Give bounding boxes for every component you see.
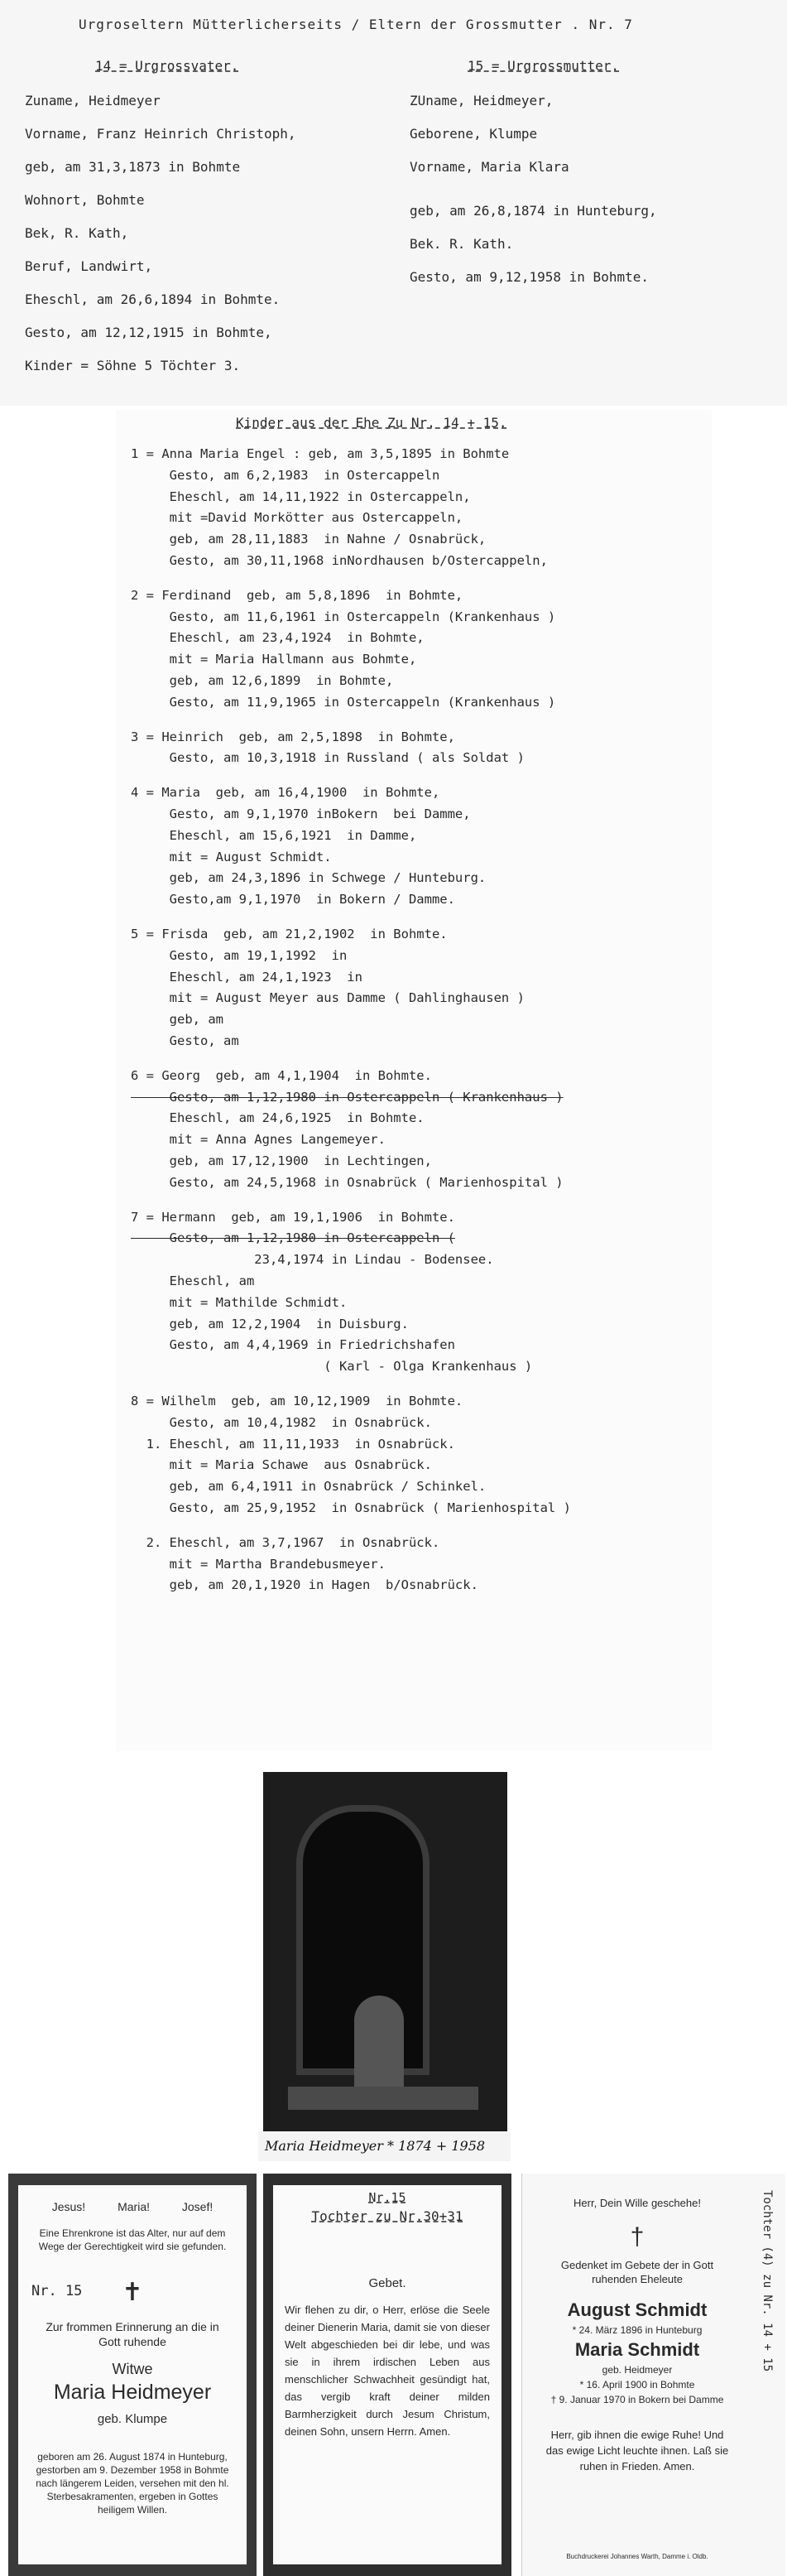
child-line: Gesto, am 1,12,1980 in Ostercappeln ( bbox=[131, 1230, 455, 1246]
child-line: mit = Maria Schawe aus Osnabrück. bbox=[131, 1457, 432, 1473]
gf-line: Beruf, Landwirt, bbox=[25, 258, 153, 274]
cross-icon: † bbox=[630, 2223, 645, 2251]
card3-top: Herr, Dein Wille geschehe! bbox=[573, 2197, 701, 2209]
child-line: geb, am 17,12,1900 in Lechtingen, bbox=[131, 1153, 432, 1168]
card2-nr: Nr.15 bbox=[368, 2190, 406, 2205]
child-line: Eheschl, am 24,1,1923 in bbox=[131, 969, 362, 985]
child-line: geb, am 6,4,1911 in Osnabrück / Schinkel. bbox=[131, 1479, 487, 1495]
card1-born: geb. Klumpe bbox=[97, 2412, 168, 2426]
child-line: mit = Martha Brandebusmeyer. bbox=[131, 1556, 386, 1572]
child-line: geb, am bbox=[131, 1012, 223, 1028]
child-line: mit =David Morkötter aus Ostercappeln, bbox=[131, 510, 463, 526]
child-line: 2. Eheschl, am 3,7,1967 in Osnabrück. bbox=[131, 1534, 440, 1550]
card1-top: Jesus! Maria! Josef! bbox=[51, 2200, 214, 2213]
gf-line: Wohnort, Bohmte bbox=[25, 192, 145, 208]
grandfather-heading: 14 = Urgrossvater. bbox=[95, 58, 239, 74]
card1-text: geboren am 26. August 1874 in Hunteburg, gestorben am 9. Dezember 1958 in Bohmte nach längerem Leiden, versehen mit den hl. Sterbesakramenten, ergeben in Gottes heiligem Willen. bbox=[36, 2451, 229, 2516]
child-line: Gesto, am 1,12,1980 in Ostercappeln ( Krankenhaus ) bbox=[131, 1089, 564, 1105]
children-heading: Kinder aus der Ehe Zu Nr. 14 + 15. bbox=[236, 415, 507, 431]
child-line: 7 = Hermann geb, am 19,1,1906 in Bohmte. bbox=[131, 1209, 455, 1225]
gm-line: ZUname, Heidmeyer, bbox=[410, 93, 554, 108]
gf-line: Bek, R. Kath, bbox=[25, 225, 129, 241]
photo-caption: Maria Heidmeyer * 1874 + 1958 bbox=[258, 2131, 511, 2161]
portrait-photo bbox=[263, 1772, 507, 2161]
ancestor-section bbox=[0, 0, 787, 406]
card3-gedenket: Gedenket im Gebete der in Gott ruhenden Eheleute bbox=[560, 2259, 714, 2285]
child-line: geb, am 12,2,1904 in Duisburg. bbox=[131, 1316, 409, 1331]
child-line: geb, am 24,3,1896 in Schwege / Hunteburg. bbox=[131, 870, 487, 886]
child-line: Eheschl, am bbox=[131, 1274, 255, 1288]
child-line: 8 = Wilhelm geb, am 10,12,1909 in Bohmte. bbox=[131, 1394, 463, 1408]
card1-name: Maria Heidmeyer bbox=[53, 2381, 212, 2404]
child-line: 6 = Georg geb, am 4,1,1904 in Bohmte. bbox=[131, 1067, 432, 1083]
child-line: mit = August Meyer aus Damme ( Dahlinghausen ) bbox=[131, 990, 525, 1006]
gf-line: Kinder = Söhne 5 Töchter 3. bbox=[25, 358, 241, 373]
child-line: Gesto, am 4,4,1969 in Friedrichshafen bbox=[131, 1337, 455, 1353]
child-line: Eheschl, am 14,11,1922 in Ostercappeln, bbox=[131, 489, 471, 504]
child-line: Gesto, am 11,9,1965 in Ostercappeln (Krankenhaus ) bbox=[131, 694, 556, 710]
card3-name1: August Schmidt bbox=[567, 2299, 708, 2320]
card3-name2: Maria Schmidt bbox=[574, 2339, 700, 2360]
grandmother-heading: 15 = Urgrossmutter. bbox=[468, 58, 620, 74]
child-line: Eheschl, am 23,4,1924 in Bohmte, bbox=[131, 630, 425, 646]
child-line: geb, am 20,1,1920 in Hagen b/Osnabrück. bbox=[131, 1577, 478, 1593]
child-line: Gesto, am 6,2,1983 in Ostercappeln bbox=[131, 467, 440, 483]
child-line: Gesto, am 9,1,1970 inBokern bei Damme, bbox=[131, 807, 471, 821]
child-line: mit = Maria Hallmann aus Bohmte, bbox=[131, 652, 417, 667]
gm-line: Vorname, Maria Klara bbox=[410, 159, 569, 175]
child-line: Gesto, am 10,3,1918 in Russland ( als Soldat ) bbox=[131, 750, 525, 766]
card1-quote: Eine Ehrenkrone ist das Alter, nur auf dem Wege der Gerechtigkeit wird sie gefunden. bbox=[38, 2227, 227, 2252]
child-line: Gesto, am 30,11,1968 inNordhausen b/Ostercappeln, bbox=[131, 553, 548, 568]
child-line: Gesto, am 25,9,1952 in Osnabrück ( Marienhospital ) bbox=[131, 1500, 571, 1515]
gf-line: Zuname, Heidmeyer bbox=[25, 93, 161, 108]
child-line: mit = Mathilde Schmidt. bbox=[131, 1294, 348, 1310]
memorial-card bbox=[521, 2174, 785, 2576]
card1-widow: Witwe bbox=[112, 2361, 153, 2377]
card3-date1: * 24. März 1896 in Hunteburg bbox=[572, 2324, 703, 2336]
gm-line: Geborene, Klumpe bbox=[410, 126, 538, 142]
child-line: 2 = Ferdinand geb, am 5,8,1896 in Bohmte, bbox=[131, 587, 463, 603]
child-line: 5 = Frisda geb, am 21,2,1902 in Bohmte. bbox=[131, 927, 448, 941]
child-line: Gesto, am 11,6,1961 in Ostercappeln (Krankenhaus ) bbox=[131, 609, 556, 624]
card2-prayer: Wir flehen zu dir, o Herr, erlöse die Seele deiner Dienerin Maria, damit sie von dieser Welt abgeschieden bei dir lebe, und was sie in ihrem irdischen Leben aus menschlicher Schwachheit gesündigt hat, das vergib kraft deiner milden Barmherzigkeit durch Jesum Christum, deinen Sohn, unsern Herrn. Amen. bbox=[285, 2304, 490, 2438]
child-line: Eheschl, am 24,6,1925 in Bohmte. bbox=[131, 1110, 425, 1126]
child-line: Gesto,am 9,1,1970 in Bokern / Damme. bbox=[131, 892, 455, 908]
card1-memory: Zur frommen Erinnerung an die in Gott ruhende bbox=[46, 2320, 219, 2348]
child-line: geb, am 12,6,1899 in Bohmte, bbox=[131, 673, 394, 688]
child-line: Gesto, am 24,5,1968 in Osnabrück ( Marienhospital ) bbox=[131, 1174, 564, 1190]
child-line: Gesto, am 10,4,1982 in Osnabrück. bbox=[131, 1414, 432, 1430]
card3-closing: Herr, gib ihnen die ewige Ruhe! Und das ewige Licht leuchte ihnen. Laß sie ruhen in Frieden. Amen. bbox=[545, 2429, 729, 2472]
child-line: 3 = Heinrich geb, am 2,5,1898 in Bohmte, bbox=[131, 729, 455, 744]
card3-date2: * 16. April 1900 in Bohmte bbox=[579, 2379, 695, 2391]
child-line: Gesto, am 19,1,1992 in bbox=[131, 947, 348, 963]
gf-line: geb, am 31,3,1873 in Bohmte bbox=[25, 159, 241, 175]
card1-nr: Nr. 15 bbox=[31, 2283, 83, 2299]
seated-woman bbox=[354, 1996, 404, 2095]
card2-heading: Gebet. bbox=[368, 2276, 406, 2290]
child-line: 23,4,1974 in Lindau - Bodensee. bbox=[131, 1252, 494, 1268]
card3-vertical-note: Tochter (4) zu Nr. 14 + 15 bbox=[761, 2190, 774, 2372]
child-line: 1 = Anna Maria Engel : geb, am 3,5,1895 in Bohmte bbox=[131, 446, 510, 461]
bench bbox=[288, 2087, 478, 2110]
child-line: ( Karl - Olga Krankenhaus ) bbox=[131, 1359, 533, 1375]
child-line: mit = Anna Agnes Langemeyer. bbox=[131, 1132, 386, 1148]
card3-footer: Buchdruckerei Johannes Warth, Damme i. Oldb. bbox=[566, 2553, 708, 2560]
children-section bbox=[116, 410, 712, 1751]
child-line: geb, am 28,11,1883 in Nahne / Osnabrück, bbox=[131, 532, 487, 547]
gf-line: Vorname, Franz Heinrich Christoph, bbox=[25, 126, 296, 142]
gf-line: Gesto, am 12,12,1915 in Bohmte, bbox=[25, 325, 272, 340]
card2-tochter: Tochter zu Nr.30+31 bbox=[311, 2208, 463, 2224]
child-line: 4 = Maria geb, am 16,4,1900 in Bohmte, bbox=[131, 785, 440, 801]
child-line: mit = August Schmidt. bbox=[131, 849, 332, 864]
child-line: Gesto, am bbox=[131, 1033, 239, 1048]
cross-icon: ✝ bbox=[122, 2279, 143, 2306]
gf-line: Eheschl, am 26,6,1894 in Bohmte. bbox=[25, 291, 281, 307]
prayer-card-back bbox=[263, 2174, 511, 2576]
child-line: 1. Eheschl, am 11,11,1933 in Osnabrück. bbox=[131, 1436, 455, 1452]
gm-line: geb, am 26,8,1874 in Hunteburg, bbox=[410, 203, 657, 219]
card3-date1b: † 9. Januar 1970 in Bokern bei Damme bbox=[550, 2394, 724, 2405]
card3-born2: geb. Heidmeyer bbox=[602, 2364, 673, 2376]
child-line: Eheschl, am 15,6,1921 in Damme, bbox=[131, 827, 417, 843]
gm-line: Bek. R. Kath. bbox=[410, 236, 514, 252]
gm-line: Gesto, am 9,12,1958 in Bohmte. bbox=[410, 269, 649, 285]
prayer-card-front bbox=[8, 2174, 257, 2576]
page-title: Urgroseltern Mütterlicherseits / Eltern der Grossmutter . Nr. 7 bbox=[79, 17, 633, 32]
